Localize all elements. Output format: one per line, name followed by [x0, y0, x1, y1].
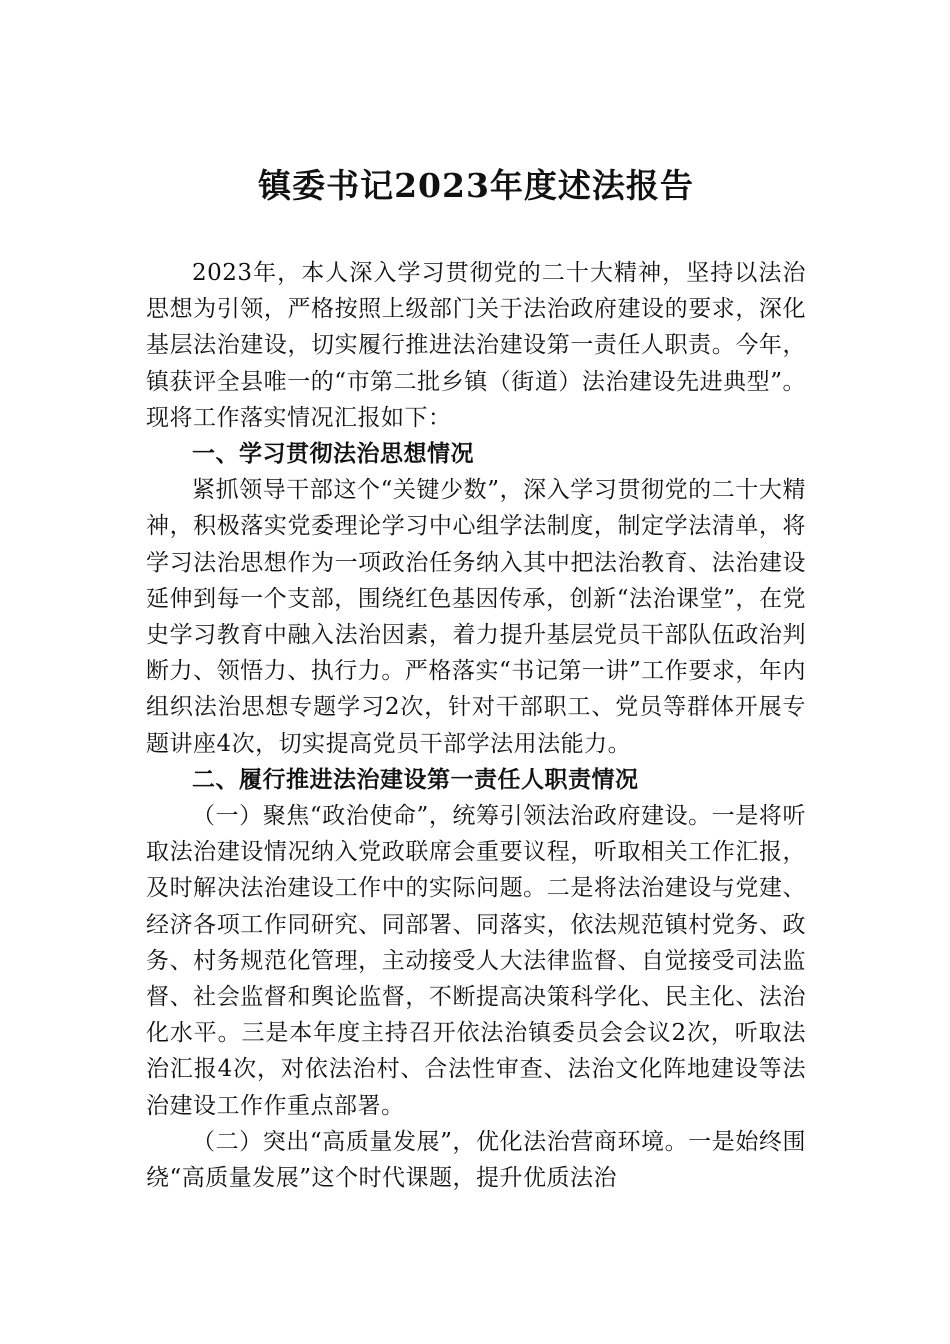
document-body [146, 255, 806, 1196]
section-2-paragraph-1: （一）聚焦“政治使命”，统筹引领法治政府建设。一是将听取法治建设情况纳入党政联席会重要议程，听取相关工作汇报，及时解决法治建设工作中的实际问题。二是将法治建设与党建、经济各项工作同研究、同部署、同落实，依法规范镇村党务、政务、村务规范化管理，主动接受人大法律监督、自觉接受司法监督、社会监督和舆论监督，不断提高决策科学化、民主化、法治化水平。三是本年度主持召开依法治镇委员会会议2次，听取法治汇报4次，对依法治村、合法性审查、法治文化阵地建设等法治建设工作作重点部署。 [146, 803, 806, 1119]
section-2-paragraph-2: （二）突出“高质量发展”，优化法治营商环境。一是始终围绕“高质量发展”这个时代课题，提升优质法治 [146, 1128, 806, 1192]
intro-paragraph: 2023年，本人深入学习贯彻党的二十大精神，坚持以法治思想为引领，严格按照上级部门关于法治政府建设的要求，深化基层法治建设，切实履行推进法治建设第一责任人职责。今年，镇获评全县唯一的“市第二批乡镇（街道）法治建设先进典型”。现将工作落实情况汇报如下： [146, 260, 806, 431]
section-1-paragraph: 紧抓领导干部这个“关键少数”，深入学习贯彻党的二十大精神，积极落实党委理论学习中心组学法制度，制定学法清单，将学习法治思想作为一项政治任务纳入其中把法治教育、法治建设延伸到每一个支部，围绕红色基因传承，创新“法治课堂”，在党史学习教育中融入法治因素，着力提升基层党员干部队伍政治判断力、领悟力、执行力。严格落实“书记第一讲”工作要求，年内组织法治思想专题学习2次，针对干部职工、党员等群体开展专题讲座4次，切实提高党员干部学法用法能力。 [146, 477, 806, 757]
document-title: 镇委书记2023年度述法报告 [258, 166, 694, 205]
section-2-heading: 二、履行推进法治建设第一责任人职责情况 [192, 766, 639, 793]
section-1-heading: 一、学习贯彻法治思想情况 [192, 441, 474, 468]
